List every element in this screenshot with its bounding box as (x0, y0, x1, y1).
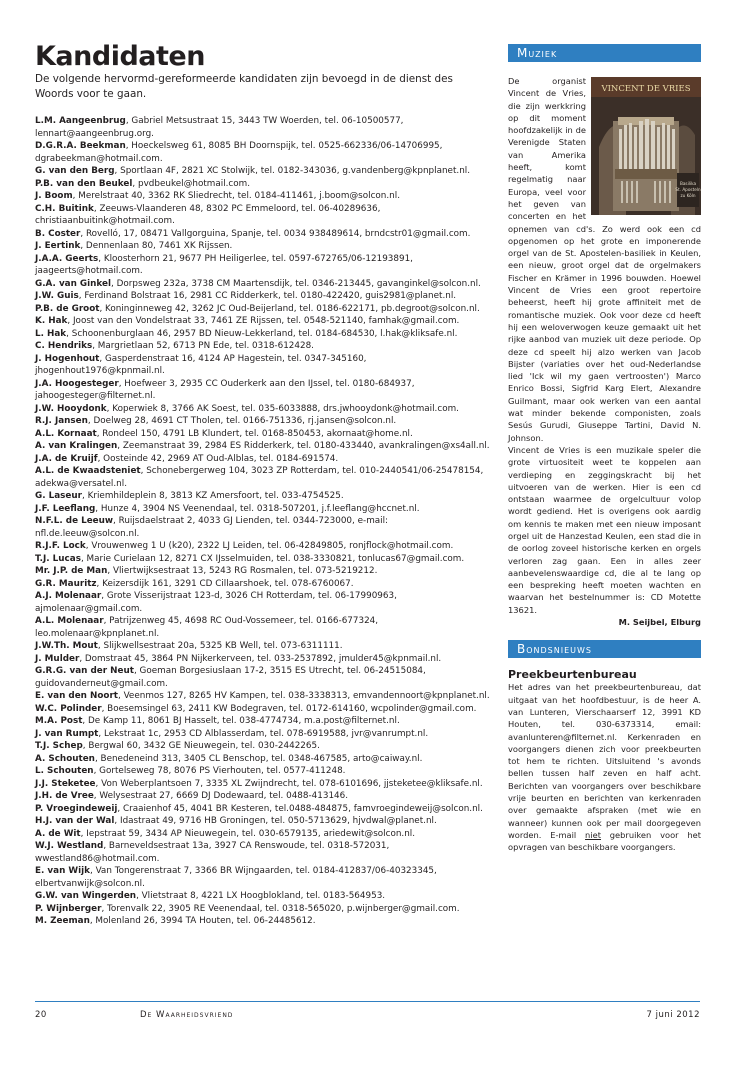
candidate-entry (35, 765, 490, 778)
candidate-entry (35, 290, 490, 303)
candidate-name: P.B. de Groot (35, 303, 100, 314)
candidate-details: , Vrouwenweg 1 U (k20), 2322 LJ Leiden, tel. 06-42849805, ronjflock@hotmail.com. (85, 541, 454, 552)
candidate-name: W.J. Westland (35, 841, 104, 852)
candidate-name: H.J. van der Wal (35, 816, 115, 827)
candidate-name: R.J.F. Lock (35, 541, 86, 552)
candidate-entry (35, 353, 490, 378)
candidate-details: , Hoeckelsweg 61, 8085 BH Doornspijk, tel. 0525-662336/06-14706995, dgrabeekman@hotmail.com. (35, 141, 443, 164)
candidate-details: , Gortelseweg 78, 8076 PS Vierhouten, tel. 0577-411248. (93, 766, 346, 777)
candidate-entry (35, 828, 490, 841)
candidate-entry (35, 140, 490, 165)
candidate-details: , Craaienhof 45, 4041 BR Kesteren, tel.0488-484875, famvroegindeweij@solcon.nl. (117, 803, 483, 814)
muziek-paragraph-1: De organist Vincent de Vries, die zijn werkkring op dit moment hoofdzakelijk in de Verenigde Staten van Amerika heeft, komt regelmatig naar Europa, veel voor het geven van concerten en het opnemen van cd's. Zo werd ook een cd opgenomen op het grote en imponerende orgel van de St. Apostelen-basiliek in Keulen, een nieuw, groot orgel dat de orgelmakers Fischer en Krämer in 1996 bouwden. Hoewel Vincent de Vries een groot repertoire beheerst, heeft hij grote affiniteit met de romantische muziek. Ook voor deze cd heeft hij een weloverwogen keuze gemaakt uit het rijke aanbod van muziek uit deze periode. Op deze cd speelt hij alzo werken van Jacob Bijster (variaties over het oud-Nederlandse lied 'Ick wil my gaen vertroosten') Marco Enrico Bossi, Sigfrid Karg Elert, Alexandre Guilmant, maar ook werken van een aantal wat minder bekende componisten, zoals Sesús Gurudi, Giuseppe Tartini, David N. Johnson. (508, 76, 701, 443)
candidate-entry (35, 378, 490, 403)
page-number: 20 (35, 1010, 47, 1020)
candidate-details: , pvdbeukel@hotmail.com. (132, 178, 251, 189)
candidate-details: , Grote Visserijstraat 123-d, 3026 CH Rotterdam, tel. 06-17990963, ajmolenaar@gmail.com. (35, 591, 397, 614)
candidate-details: , Rovelló, 17, 08471 Vallgorguina, Spanje, tel. 0034 938489614, brndcstr01@gmail.com. (80, 228, 471, 239)
candidate-entry (35, 228, 490, 241)
candidate-name: A.J. Molenaar (35, 591, 102, 602)
footer-rule (35, 1001, 700, 1002)
candidate-details: , Vlietstraat 8, 4221 LX Hoogblokland, tel. 0183-564953. (136, 891, 386, 902)
candidate-details: , Merelstraat 40, 3362 RK Sliedrecht, tel. 0184-411461, j.boom@solcon.nl. (72, 191, 400, 202)
candidate-details: , De Kamp 11, 8061 BJ Hasselt, tel. 038-4774734, m.a.post@filternet.nl. (82, 716, 400, 727)
candidate-details: , Van Tongerenstraat 7, 3366 BR Wijngaarden, tel. 0184-412837/06-40323345, elbertvanwijk@solcon.nl. (35, 866, 437, 889)
candidate-name: J. Eertink (35, 241, 81, 252)
cd-cover-title: VINCENT DE VRIES (601, 84, 691, 94)
candidate-entry (35, 403, 490, 416)
candidate-name: J.W. Guis (35, 291, 79, 302)
cd-cover-image (591, 77, 701, 215)
preekbeurtenbureau-text (508, 681, 701, 853)
candidate-details: , Keizersdijk 161, 3291 CD Cillaarshoek, tel. 078-6760067. (96, 578, 354, 589)
candidate-list (35, 115, 490, 928)
bonds-text-underlined: niet (585, 829, 601, 840)
candidate-details: , Slijkwellsestraat 20a, 5325 KB Well, tel. 073-6311111. (97, 641, 343, 652)
candidate-name: J.A. Hoogesteger (35, 378, 119, 389)
candidate-name: M.A. Post (35, 716, 83, 727)
page-title: Kandidaten (35, 41, 205, 72)
candidate-name: G. Laseur (35, 491, 82, 502)
candidate-name: J.W.Th. Mout (35, 641, 98, 652)
candidate-name: C. Hendriks (35, 341, 93, 352)
candidate-name: A. Schouten (35, 753, 95, 764)
candidate-name: D.G.R.A. Beekman (35, 141, 126, 152)
candidate-name: J. Mulder (35, 653, 80, 664)
candidate-entry (35, 753, 490, 766)
candidate-details: , Kriemhildeplein 8, 3813 KZ Amersfoort, tel. 033-4754525. (81, 491, 344, 502)
candidate-details: , Goeman Borgesiuslaan 17-2, 3515 ES Utrecht, tel. 06-24515084, guidovanderneut@gmail.com. (35, 666, 426, 689)
candidate-name: T.J. Schep (35, 741, 83, 752)
intro-text: De volgende hervormd-gereformeerde kandidaten zijn bevoegd in de dienst des Woords voor te gaan. (35, 73, 453, 100)
candidate-name: J. Boom (35, 191, 73, 202)
candidate-entry (35, 165, 490, 178)
candidate-name: J.A. de Kruijf (35, 453, 98, 464)
candidate-details: , Dorpsweg 232a, 3738 CM Maartensdijk, tel. 0346-213445, gavanginkel@solcon.nl. (111, 278, 481, 289)
candidate-details: , Iepstraat 59, 3434 AP Nieuwegein, tel. 030-6579135, ariedewit@solcon.nl. (80, 828, 416, 839)
magazine-name: De Waarheidsvriend (140, 1010, 234, 1020)
candidate-name: E. van Wijk (35, 866, 90, 877)
candidate-entry (35, 728, 490, 741)
candidate-details: , Benedeneind 313, 3405 CL Benschop, tel. 0348-467585, arto@caiway.nl. (94, 753, 423, 764)
candidate-name: J.F. Leeflang (35, 503, 96, 514)
candidate-entry (35, 340, 490, 353)
issue-date: 7 juni 2012 (646, 1010, 700, 1020)
candidate-details: , Koperwiek 8, 3766 AK Soest, tel. 035-6033888, drs.jwhooydonk@hotmail.com. (106, 403, 459, 414)
candidate-details: , Boesemsingel 63, 2411 KW Bodegraven, tel. 0172-614160, wcpolinder@gmail.com. (101, 703, 477, 714)
candidate-name: J.J. Steketee (35, 778, 96, 789)
candidate-name: A. van Kralingen (35, 441, 118, 452)
candidate-entry (35, 328, 490, 341)
candidate-entry (35, 115, 490, 140)
candidate-name: M. Zeeman (35, 916, 90, 927)
bonds-text-part-2: gebruiken voor het opvragen van beschikbare voorgangers. (508, 829, 701, 853)
candidate-entry (35, 903, 490, 916)
candidate-details: , Hunze 4, 3904 NS Veenendaal, tel. 0318-507201, j.f.leeflang@hccnet.nl. (95, 503, 420, 514)
candidate-details: , Bergwal 60, 3432 GE Nieuwegein, tel. 030-2442265. (82, 741, 320, 752)
candidate-name: E. van den Noort (35, 691, 118, 702)
candidate-name: L.M. Aangeenbrug (35, 116, 126, 127)
candidate-entry (35, 665, 490, 690)
candidate-details: , Oosteinde 42, 2969 AT Oud-Alblas, tel. 0184-691574. (97, 453, 339, 464)
candidate-name: R.J. Jansen (35, 416, 88, 427)
candidate-name: A.L. de Kwaadsteniet (35, 466, 141, 477)
candidate-name: A. de Wit (35, 828, 81, 839)
candidate-details: , Margrietlaan 52, 6713 PN Ede, tel. 0318-612428. (92, 341, 314, 352)
candidate-details: , Zeeuws-Vlaanderen 48, 8302 PC Emmeloord, tel. 06-40289636, christiaanbuitink@hotmail.com. (35, 203, 381, 227)
candidate-entry (35, 465, 490, 490)
candidate-details: , Domstraat 45, 3864 PN Nijkerkerveen, tel. 033-2537892, jmulder45@kpnmail.nl. (79, 653, 442, 664)
candidate-details: , Patrijzenweg 45, 4698 RC Oud-Vossemeer, tel. 0166-677324, leo.molenaar@kpnplanet.nl. (35, 616, 379, 639)
candidate-name: W.C. Polinder (35, 703, 102, 714)
candidate-entry (35, 615, 490, 640)
candidate-entry (35, 453, 490, 466)
candidate-entry (35, 865, 490, 890)
candidate-entry (35, 278, 490, 291)
candidate-name: A.L. Kornaat (35, 428, 97, 439)
candidate-details: , Veenmos 127, 8265 HV Kampen, tel. 038-3338313, emvandennoort@kpnplanet.nl. (118, 691, 490, 702)
candidate-entry (35, 240, 490, 253)
candidate-entry (35, 915, 490, 928)
candidate-details: , Molenland 26, 3994 TA Houten, tel. 06-24485612. (89, 916, 316, 927)
cd-cover-caption-3: zu Köln (680, 193, 696, 198)
candidate-entry (35, 715, 490, 728)
candidate-name: J. Hogenhout (35, 353, 100, 364)
candidate-name: G.W. van Wingerden (35, 891, 137, 902)
candidate-entry (35, 803, 490, 816)
candidate-details: , Barneveldsestraat 13a, 3927 CA Renswoude, tel. 0318-572031, wwestland86@hotmail.com. (35, 841, 390, 864)
candidate-entry (35, 778, 490, 791)
muziek-paragraph-2: Vincent de Vries is een muzikale speler die grote virtuositeit weet te koppelen aan verdieping en zeggingskracht bij het uitvoeren van de werken. Hier is een cd ontstaan waarmee de orgelcultuur volop wordt gediend. Het is overigens ook aardig om kennis te maken met een nieuw imposant orgel uit de Hanzestad Keulen, een stad die in de oorlog zoveel historische kerken en orgels verloren zag gaan. Een in alles zeer aanbevelenswaardige cd, die al te lang op een bespreking heeft moeten wachten en waarvan het bestelnummer is: CD Motette 13621. (508, 444, 701, 615)
candidate-name: A.L. Molenaar (35, 616, 104, 627)
candidate-entry (35, 490, 490, 503)
candidate-name: P. Vroegindeweij (35, 803, 118, 814)
candidate-entry (35, 690, 490, 703)
candidate-name: P.B. van den Beukel (35, 178, 133, 189)
candidate-name: G.R.G. van der Neut (35, 666, 134, 677)
candidate-details: , Welysestraat 27, 6669 DJ Dodewaard, tel. 0488-413146. (93, 791, 349, 802)
candidate-name: L. Schouten (35, 766, 94, 777)
candidate-details: , Rondeel 150, 4791 LB Klundert, tel. 0168-850453, akornaat@home.nl. (96, 428, 413, 439)
candidate-name: J.A.A. Geerts (35, 253, 99, 264)
candidate-entry (35, 815, 490, 828)
candidate-details: , Gabriel Metsustraat 15, 3443 TW Woerden, tel. 06-10500577, lennart@aangeenbrug.org. (35, 116, 404, 139)
candidate-name: G.R. Mauritz (35, 578, 97, 589)
candidate-details: , Schoonenburglaan 46, 2957 BD Nieuw-Lekkerland, tel. 0184-684530, l.hak@kliksafe.nl. (66, 328, 458, 339)
bonds-text-part-1: Het adres van het preekbeurtenbureau, dat uitgaat van het hoofdbestuur, is de heer A. van Lunteren, Vierschaarserf 12, 3991 KD Houten, tel. 030-6373314, email: avanlunteren@filternet.nl. Kerkenraden en voorgangers dienen zich voor preekbeurten tot hem te richten. Uitsluitend 's avonds bellen tussen half zeven en half acht. Berichten van voorgangers over beschikbare vrije beurten en berichten van kerkenraden over gemaakte afspraken (met wie en wanneer) kunnen ook per mail doorgegeven worden. E-mail (508, 682, 701, 840)
candidate-name: L. Hak (35, 328, 67, 339)
candidate-details: , Koninginneweg 42, 3262 JC Oud-Beijerland, tel. 0186-622171, pb.degroot@solcon.nl. (99, 303, 480, 314)
candidate-details: , Vliertwijksestraat 13, 5243 RG Rosmalen, tel. 073-5219212. (107, 566, 378, 577)
candidate-entry (35, 190, 490, 203)
candidate-name: Mr. J.P. de Man (35, 566, 108, 577)
candidate-entry (35, 540, 490, 553)
candidate-details: , Torenvalk 22, 3905 RE Veenendaal, tel. 0318-565020, p.wijnberger@gmail.com. (101, 903, 460, 914)
candidate-name: J. van Rumpt (35, 728, 99, 739)
candidate-entry (35, 590, 490, 615)
candidate-details: , Joost van den Vondelstraat 33, 7461 ZE Rijssen, tel. 0548-521140, famhak@gmail.com. (67, 316, 460, 327)
candidate-entry (35, 515, 490, 540)
candidate-name: K. Hak (35, 316, 68, 327)
candidate-entry (35, 440, 490, 453)
candidate-entry (35, 553, 490, 566)
candidate-entry (35, 428, 490, 441)
candidate-name: J.W. Hooydonk (35, 403, 107, 414)
candidate-entry (35, 503, 490, 516)
sidebar-column (508, 44, 701, 854)
candidate-entry (35, 740, 490, 753)
candidate-name: T.J. Lucas (35, 553, 81, 564)
candidate-name: J.H. de Vree (35, 791, 94, 802)
candidate-details: , Marie Curielaan 12, 8271 CX IJsselmuiden, tel. 038-3330821, tonlucas67@gmail.com. (80, 553, 465, 564)
preekbeurtenbureau-heading: Preekbeurtenbureau (508, 668, 637, 682)
candidate-details: , Doelweg 28, 4691 CT Tholen, tel. 0166-751336, rj.jansen@solcon.nl. (87, 416, 397, 427)
candidate-name: G.A. van Ginkel (35, 278, 112, 289)
cd-cover-caption-1: Basilika (679, 181, 697, 186)
candidate-entry (35, 840, 490, 865)
candidate-entry (35, 415, 490, 428)
cd-cover-caption-2: St. Aposteln (675, 187, 701, 192)
candidate-details: , Schonebergerweg 104, 3023 ZP Rotterdam, tel. 010-2440541/06-25478154, adekwa@versatel.nl. (35, 466, 484, 489)
candidate-details: , Dennenlaan 80, 7461 XK Rijssen. (80, 241, 233, 252)
bondsnieuws-section (508, 640, 701, 853)
candidate-name: C.H. Buitink (35, 203, 94, 214)
candidate-details: , Ferdinand Bolstraat 16, 2981 CC Ridderkerk, tel. 0180-422420, guis2981@planet.nl. (78, 291, 457, 302)
candidate-entry (35, 178, 490, 191)
candidate-name: B. Coster (35, 228, 81, 239)
candidate-entry (35, 578, 490, 591)
candidate-name: G. van den Berg (35, 166, 115, 177)
candidate-details: , Zeemanstraat 39, 2984 ES Ridderkerk, tel. 0180-433440, avankralingen@xs4all.nl. (117, 441, 490, 452)
muziek-article (508, 75, 701, 628)
candidate-entry (35, 203, 490, 228)
candidate-entry (35, 565, 490, 578)
candidate-details: , Gasperdenstraat 16, 4124 AP Hagestein, tel. 0347-345160, jhogenhout1976@kpnmail.nl. (35, 353, 367, 377)
candidate-details: , Ruijsdaelstraat 2, 4033 GJ Lienden, tel. 0344-723000, e-mail: nfl.de.leeuw@solcon.nl. (35, 516, 389, 539)
muziek-signature: M. Seijbel, Elburg (618, 617, 701, 628)
bondsnieuws-heading: Bondsnieuws (508, 640, 701, 658)
candidate-details: , Von Weberplantsoen 7, 3335 XL Zwijndrecht, tel. 078-6101696, jjsteketee@kliksafe.nl. (95, 778, 483, 789)
candidate-entry (35, 303, 490, 316)
candidate-details: , Idastraat 49, 9716 HB Groningen, tel. 050-5713629, hjvdwal@planet.nl. (114, 816, 437, 827)
candidate-entry (35, 653, 490, 666)
candidate-entry (35, 890, 490, 903)
candidate-details: , Hoefweer 3, 2935 CC Ouderkerk aan den IJssel, tel. 0180-684937, jahoogesteger@filternet.nl. (35, 378, 415, 402)
candidate-details: , Sportlaan 4F, 2821 XC Stolwijk, tel. 0182-343036, g.vandenberg@kpnplanet.nl. (114, 166, 471, 177)
candidate-entry (35, 640, 490, 653)
candidate-entry (35, 253, 490, 278)
muziek-heading: Muziek (508, 44, 701, 62)
candidate-name: P. Wijnberger (35, 903, 102, 914)
candidate-entry (35, 315, 490, 328)
candidate-entry (35, 703, 490, 716)
candidate-entry (35, 790, 490, 803)
candidate-name: N.F.L. de Leeuw (35, 516, 114, 527)
kandidaten-column (35, 42, 490, 928)
candidate-details: , Lekstraat 1c, 2953 CD Alblasserdam, tel. 078-6919588, jvr@vanrumpt.nl. (98, 728, 429, 739)
candidate-details: , Kloosterhorn 21, 9677 PH Heiligerlee, tel. 0597-672765/06-12193891, jaageerts@hotmail.com. (35, 253, 413, 277)
